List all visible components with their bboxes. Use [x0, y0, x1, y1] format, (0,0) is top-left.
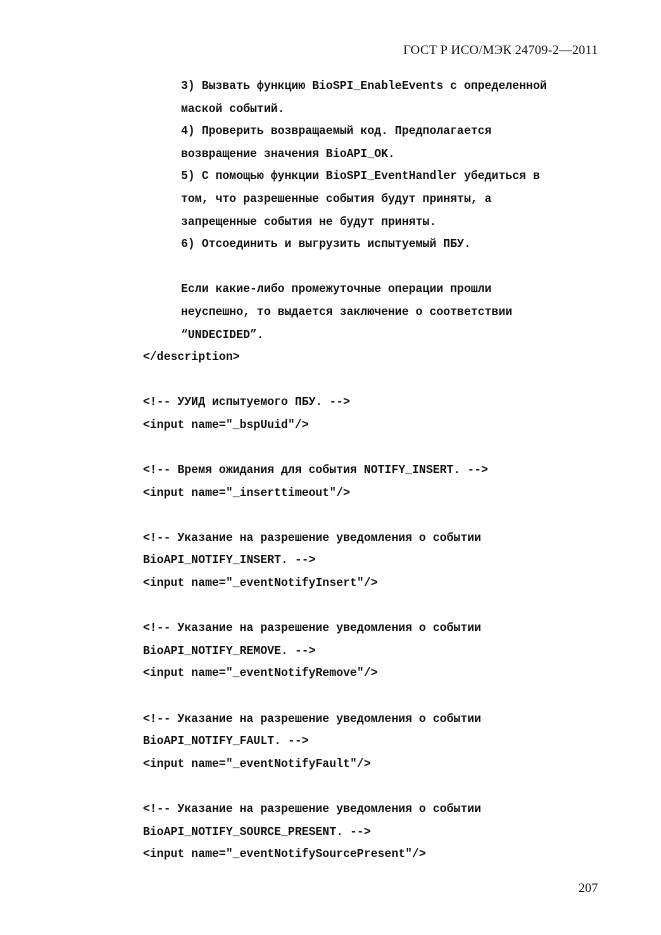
page-header-standard: ГОСТ Р ИСО/МЭК 24709-2—2011 [403, 42, 598, 57]
code-line [143, 370, 613, 393]
code-line: <!-- Указание на разрешение уведомления о событии [143, 803, 482, 816]
code-line: <input name="_bspUuid"/> [143, 418, 309, 432]
code-line: <!-- Указание на разрешение уведомления о событии [143, 622, 482, 636]
code-line: <!-- УУИД испытуемого ПБУ. --> [143, 396, 351, 410]
code-line: <input name="_inserttimeout"/> [143, 486, 351, 500]
code-line [143, 776, 613, 799]
code-line: <input name="_eventNotifyFault"/> [143, 757, 371, 771]
code-line: BioAPI_NOTIFY_FAULT. --> [143, 735, 309, 749]
code-line: <!-- Указание на разрешение уведомления о событии [143, 712, 482, 726]
code-line: 6) Отсоединить и выгрузить испытуемый ПБУ. [181, 238, 471, 252]
code-line: </description> [143, 351, 240, 365]
code-line: <!-- Время ожидания для события NOTIFY_INSERT. --> [143, 464, 489, 478]
code-line [143, 505, 613, 528]
code-line: BioAPI_NOTIFY_INSERT. --> [143, 554, 316, 568]
code-line [143, 438, 613, 461]
code-line [143, 257, 613, 280]
code-listing [143, 76, 613, 867]
code-line: BioAPI_NOTIFY_REMOVE. --> [143, 644, 316, 658]
code-line: том, что разрешенные события будут приняты, а [181, 192, 492, 206]
code-line: BioAPI_NOTIFY_SOURCE_PRESENT. --> [143, 825, 371, 839]
code-line [143, 596, 613, 619]
code-line: <input name="_eventNotifyInsert"/> [143, 577, 378, 591]
code-line [143, 686, 613, 709]
code-line: 4) Проверить возвращаемый код. Предполагается [181, 125, 492, 139]
code-line: Если какие-либо промежуточные операции прошли [181, 283, 492, 297]
code-line: 3) Вызвать функцию BioSPI_EnableEvents с определенной [181, 80, 547, 93]
code-line: возвращение значения BioAPI_OK. [181, 147, 395, 161]
code-line: запрещенные события не будут приняты. [181, 215, 437, 229]
code-line: 5) С помощью функции BioSPI_EventHandler убедиться в [181, 170, 540, 184]
code-line: <!-- Указание на разрешение уведомления о событии [143, 531, 482, 545]
code-line: “UNDECIDED”. [181, 328, 264, 342]
code-line: <input name="_eventNotifyRemove"/> [143, 667, 378, 681]
code-line: маской событий. [181, 102, 285, 116]
code-line: неуспешно, то выдается заключение о соответствии [181, 305, 513, 319]
code-line: <input name="_eventNotifySourcePresent"/> [143, 848, 426, 862]
page-number: 207 [578, 880, 598, 895]
